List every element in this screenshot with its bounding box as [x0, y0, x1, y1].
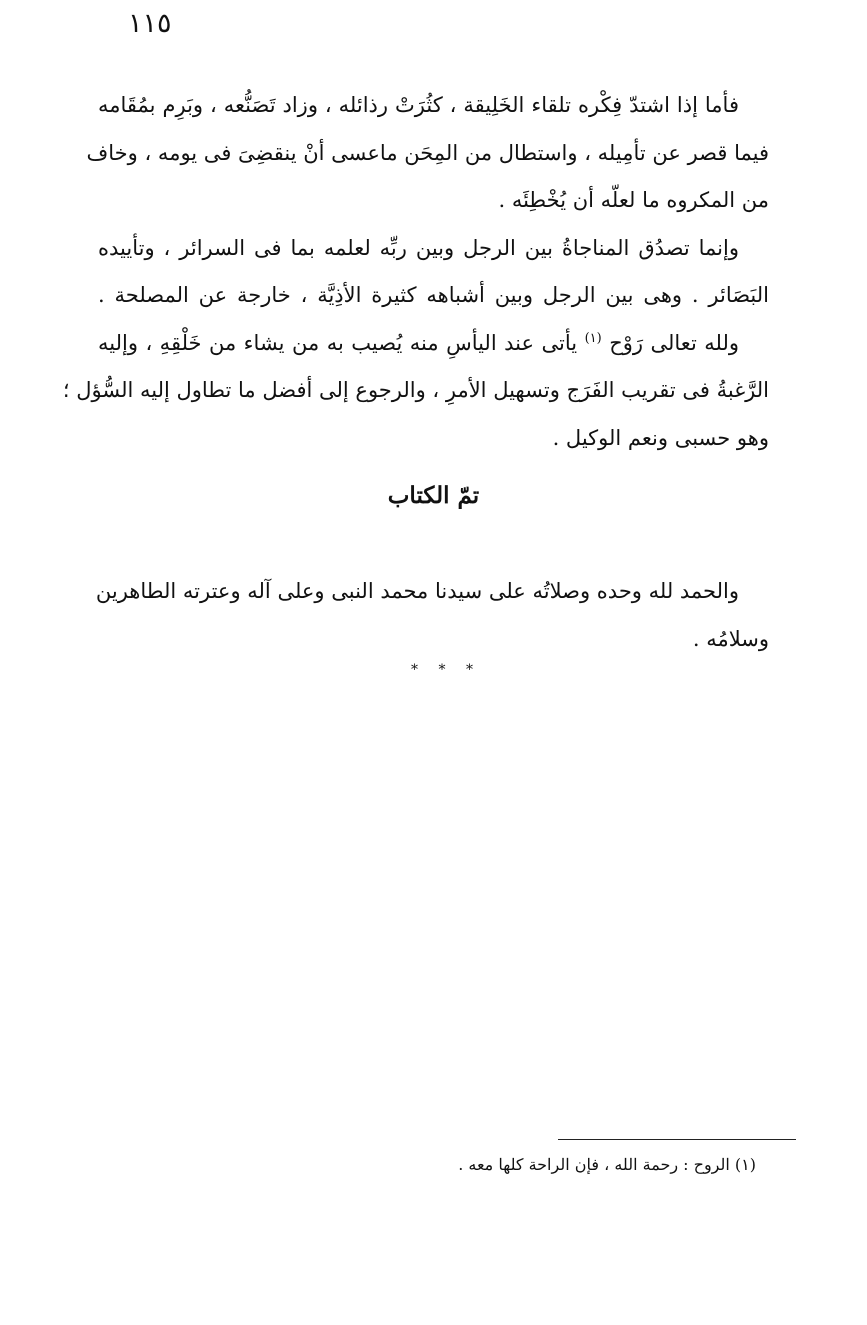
paragraph-3	[62, 320, 797, 463]
text-line: وإنما تصدُق المناجاةُ بين الرجل وبين ربِّه لعلمه بما فى السرائر ، وتأييده	[98, 235, 739, 260]
section-separator: * * *	[411, 662, 481, 678]
paragraph-2	[98, 225, 797, 320]
page-number: ١١٥	[128, 8, 172, 39]
text-segment: يأتى عند اليأسِ منه يُصيب به من يشاء من خَلْقِهِ ، وإليه	[98, 330, 578, 355]
ending-title: تمّ الكتاب	[387, 482, 480, 509]
text-line: فأما إذا اشتدّ فِكْره تلقاء الخَلِيقة ، كثُرَتْ رذائله ، وزاد تَصَنُّعه ، وبَرِم بمُقَامه	[98, 93, 739, 117]
text-line: البَصَائر . وهى بين الرجل وبين أشباهه كثيرة الأذِيَّة ، خارجة عن المصلحة .	[98, 283, 769, 307]
text-line: الرَّغبةُ فى تقريب الفَرَج وتسهيل الأمرِ ، والرجوع إلى أفضل ما تطاول إليه السُّؤل ؛	[62, 378, 769, 402]
footnote-marker: (١)	[584, 330, 602, 346]
paragraph-1	[86, 82, 797, 225]
text-segment: ولله تعالى رَوْح	[609, 330, 740, 355]
text-line: وهو حسبى ونعم الوكيل .	[552, 425, 769, 450]
text-line: والحمد لله وحده وصلاتُه على سيدنا محمد النبى وعلى آله وعترته الطاهرين	[95, 579, 739, 603]
closing-paragraph	[95, 568, 797, 663]
footnote: (١) الروح : رحمة الله ، فإن الراحة كلها معه .	[458, 1155, 756, 1174]
text-line: من المكروه ما لعلّه أن يُخْطِئَه .	[498, 188, 769, 212]
text-line	[98, 320, 797, 368]
text-line: وسلامُه .	[692, 626, 769, 651]
closing-text	[95, 568, 797, 663]
main-text	[62, 82, 797, 462]
footnote-rule	[558, 1139, 796, 1140]
text-line: فيما قصر عن تأمِيله ، واستطال من المِحَن ماعسى أنْ ينقضِىَ فى يومه ، وخاف	[86, 140, 769, 165]
